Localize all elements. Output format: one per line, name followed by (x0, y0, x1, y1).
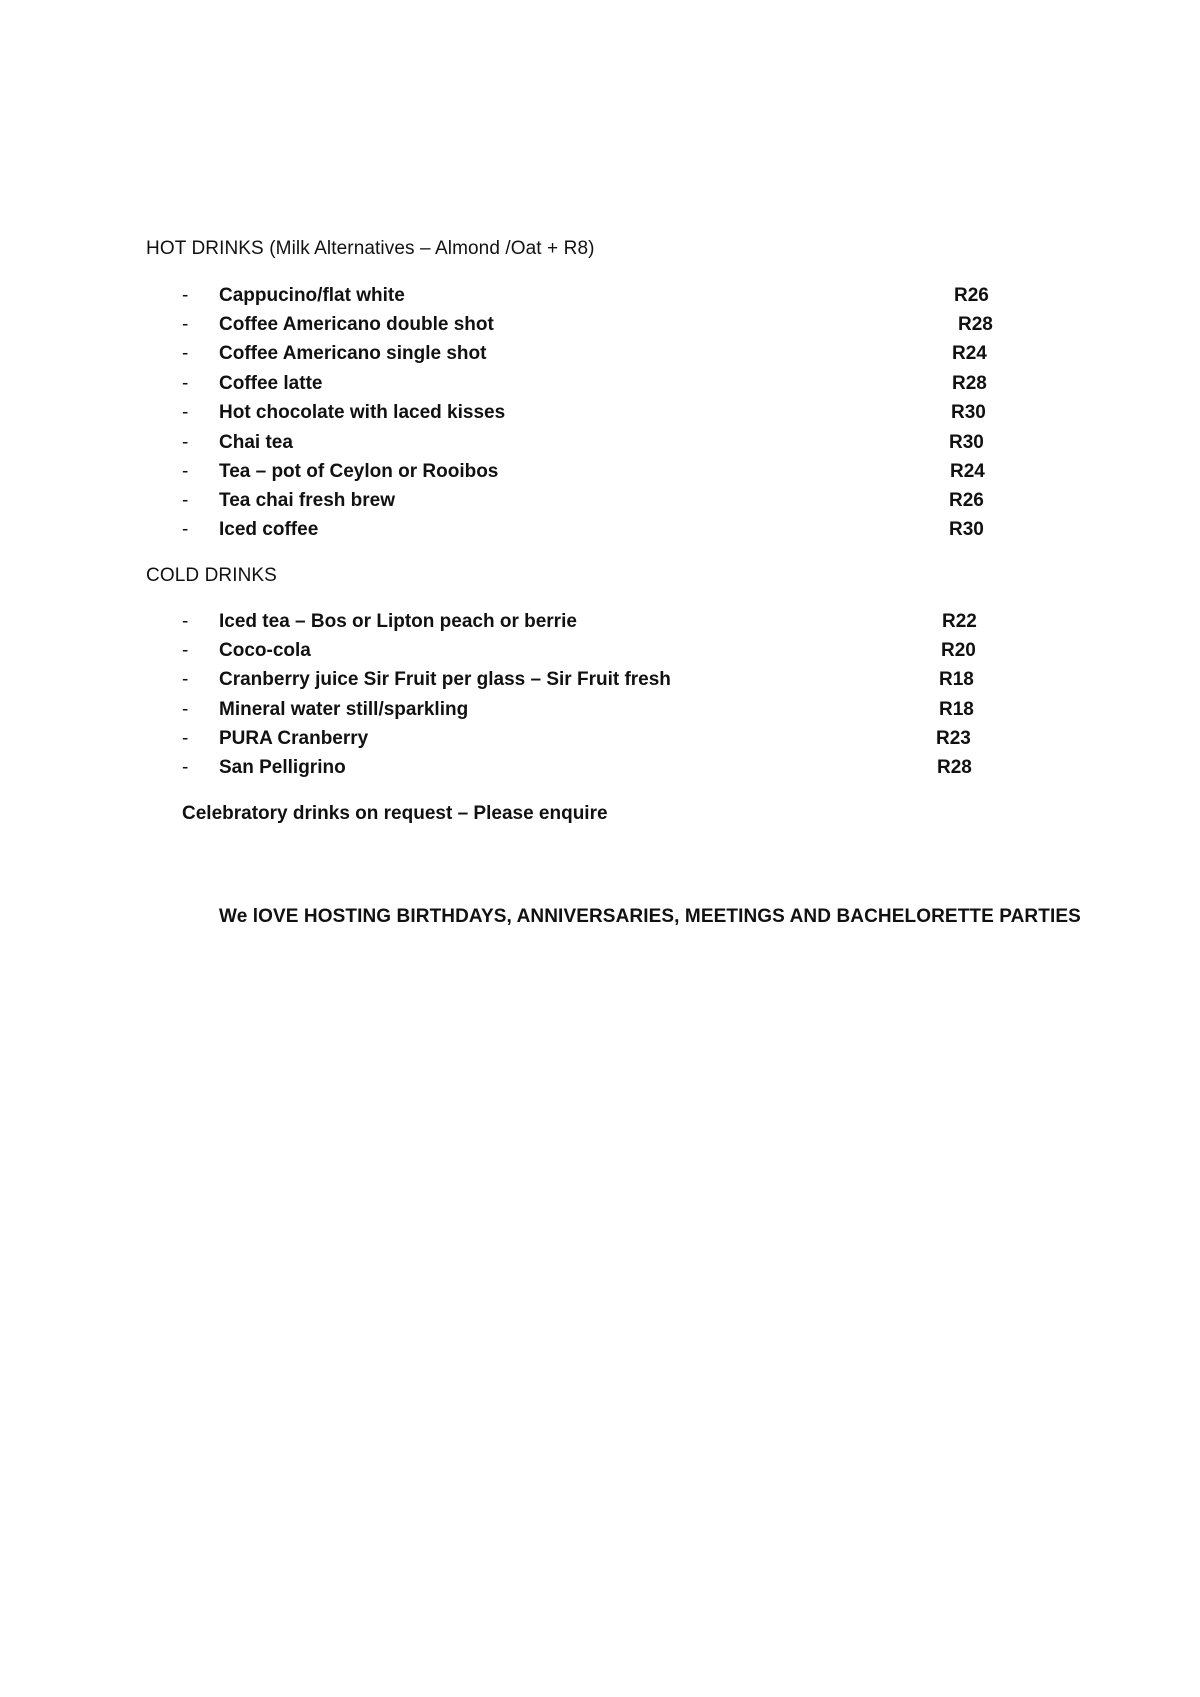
item-price: R28 (952, 373, 987, 394)
item-price: R18 (939, 699, 974, 720)
events-banner: We lOVE HOSTING BIRTHDAYS, ANNIVERSARIES, MEETINGS AND BACHELORETTE PARTIES (219, 906, 1081, 927)
item-price: R20 (941, 640, 976, 661)
list-item (0, 461, 1200, 491)
item-price: R28 (958, 314, 993, 335)
item-price: R30 (951, 402, 986, 423)
list-item (0, 699, 1200, 729)
item-price: R28 (937, 757, 972, 778)
list-item (0, 611, 1200, 641)
item-price: R24 (950, 461, 985, 482)
list-dash: - (182, 699, 189, 720)
list-dash: - (182, 640, 189, 661)
list-dash: - (182, 343, 189, 364)
item-name: Iced coffee (219, 519, 319, 540)
list-item (0, 490, 1200, 520)
list-item (0, 314, 1200, 344)
list-dash: - (182, 314, 189, 335)
item-name: PURA Cranberry (219, 728, 369, 749)
item-name: Coco-cola (219, 640, 311, 661)
item-name: San Pelligrino (219, 757, 346, 778)
item-name: Mineral water still/sparkling (219, 699, 469, 720)
item-name: Coffee Americano single shot (219, 343, 487, 364)
list-dash: - (182, 728, 189, 749)
list-dash: - (182, 285, 189, 306)
item-price: R24 (952, 343, 987, 364)
item-name: Coffee Americano double shot (219, 314, 494, 335)
list-dash: - (182, 490, 189, 511)
item-name: Iced tea – Bos or Lipton peach or berrie (219, 611, 577, 632)
list-item (0, 402, 1200, 432)
item-price: R23 (936, 728, 971, 749)
item-price: R26 (949, 490, 984, 511)
item-price: R30 (949, 519, 984, 540)
list-dash: - (182, 402, 189, 423)
list-dash: - (182, 611, 189, 632)
item-name: Tea chai fresh brew (219, 490, 395, 511)
item-name: Cappucino/flat white (219, 285, 405, 306)
item-price: R22 (942, 611, 977, 632)
list-dash: - (182, 432, 189, 453)
cold-drinks-heading: COLD DRINKS (146, 565, 277, 586)
item-name: Hot chocolate with laced kisses (219, 402, 506, 423)
item-price: R18 (939, 669, 974, 690)
item-name: Cranberry juice Sir Fruit per glass – Sir Fruit fresh (219, 669, 671, 690)
list-item (0, 343, 1200, 373)
item-name: Tea – pot of Ceylon or Rooibos (219, 461, 499, 482)
list-item (0, 373, 1200, 403)
list-dash: - (182, 669, 189, 690)
list-item (0, 669, 1200, 699)
list-dash: - (182, 757, 189, 778)
list-dash: - (182, 373, 189, 394)
item-price: R26 (954, 285, 989, 306)
list-item (0, 728, 1200, 758)
list-item (0, 285, 1200, 315)
celebratory-note: Celebratory drinks on request – Please enquire (182, 803, 608, 824)
item-price: R30 (949, 432, 984, 453)
item-name: Coffee latte (219, 373, 323, 394)
list-dash: - (182, 519, 189, 540)
hot-drinks-heading: HOT DRINKS (Milk Alternatives – Almond /Oat + R8) (146, 238, 595, 259)
list-item (0, 757, 1200, 787)
list-dash: - (182, 461, 189, 482)
item-name: Chai tea (219, 432, 293, 453)
list-item (0, 432, 1200, 462)
list-item (0, 519, 1200, 549)
list-item (0, 640, 1200, 670)
